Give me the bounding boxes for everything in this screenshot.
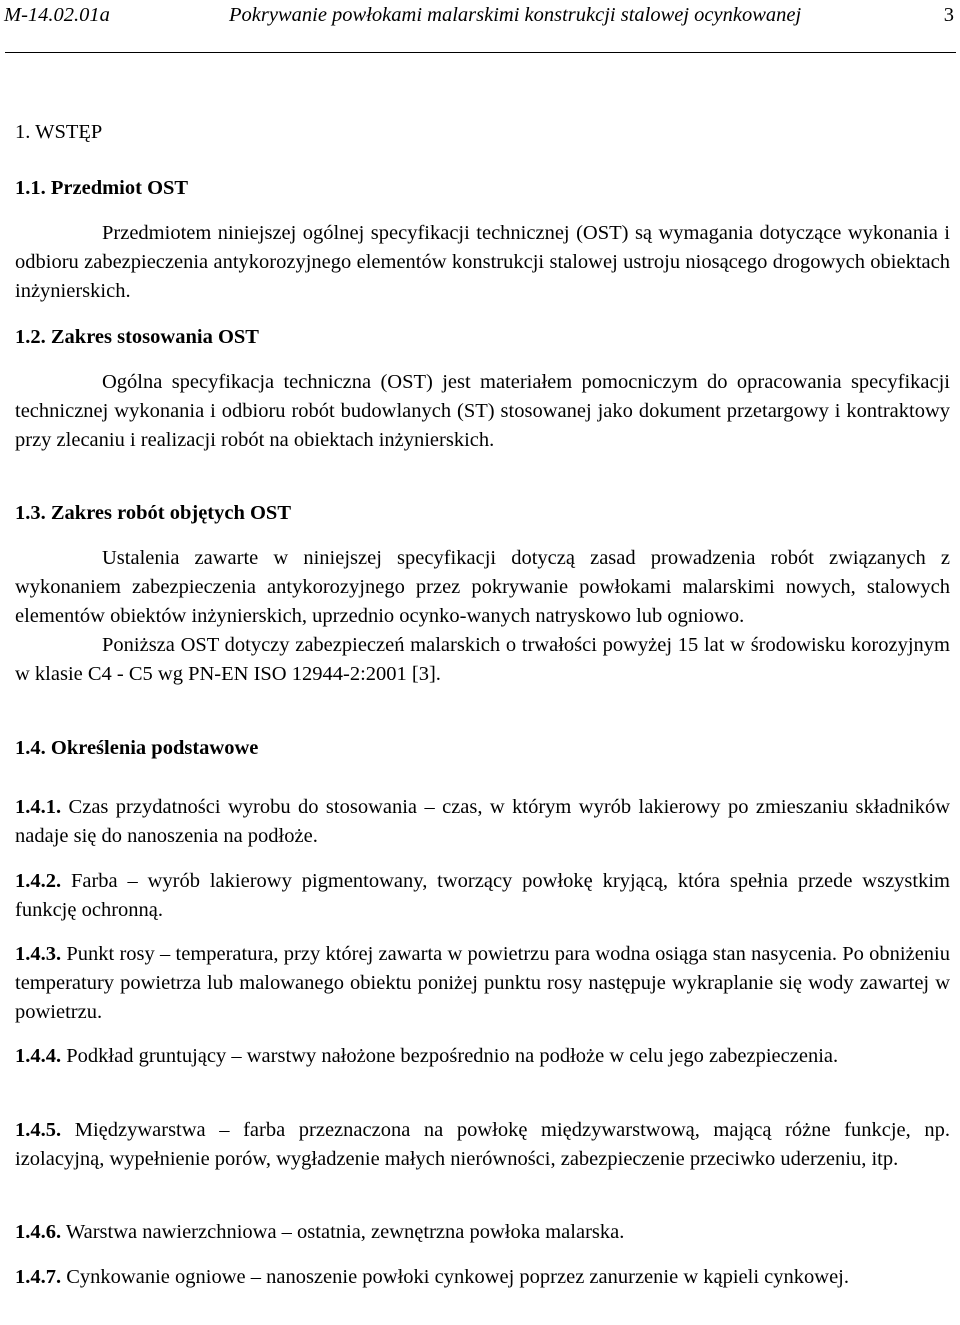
definition-1-4-3 — [15, 940, 950, 1027]
page-header — [4, 0, 954, 56]
definition-text: Czas przydatności wyrobu do stosowania – czas, w którym wyrób lakierowy po zmieszaniu składników nadaje się do nanoszenia na podłoże. — [15, 796, 951, 847]
document-page — [4, 0, 954, 1288]
document-title: Pokrywanie powłokami malarskimi konstrukcji stalowej ocynkowanej — [229, 4, 802, 26]
definition-number: 1.4.3. — [15, 943, 62, 965]
section-heading-1-3: 1.3. Zakres robót objętych OST — [15, 502, 292, 524]
definition-1-4-4 — [15, 1042, 950, 1071]
section-text-1-3-a: Ustalenia zawarte w niniejszej specyfikacji dotyczą zasad prowadzenia robót związanych z wykonaniem zabezpieczenia antykorozyjnego przez pokrywanie powłokami malarskimi nowych, stalowych elementów obiektów inżynierskich, uprzednio ocynko-wanych natryskowo lub ogniowo. — [15, 547, 950, 627]
page-number: 3 — [943, 4, 954, 26]
definition-text: Warstwa nawierzchniowa – ostatnia, zewnętrzna powłoka malarska. — [65, 1221, 625, 1243]
header-divider — [5, 52, 956, 53]
section-text-1-1: Przedmiotem niniejszej ogólnej specyfikacji technicznej (OST) są wymagania dotyczące wykonania i odbioru zabezpieczenia antykorozyjnego elementów konstrukcji stalowej ustroju niosącego drogowych obiektach inżynierskich. — [15, 222, 950, 302]
definition-text: Farba – wyrób lakierowy pigmentowany, tworzący powłokę kryjącą, która spełnia przede wszystkim funkcję ochronną. — [15, 870, 950, 921]
section-1-1 — [15, 174, 950, 306]
section-heading-1-4: 1.4. Określenia podstawowe — [15, 737, 259, 759]
definition-1-4-5 — [15, 1116, 950, 1174]
definition-number: 1.4.2. — [15, 870, 62, 892]
definition-number: 1.4.1. — [15, 796, 62, 818]
definition-text: Międzywarstwa – farba przeznaczona na powłokę międzywarstwową, mającą różne funkcje, np. izolacyjną, wypełnienie porów, wygładzenie małych nierówności, zabezpieczenie przeciwko uderzeniu, itp. — [15, 1119, 950, 1170]
definition-text: Punkt rosy – temperatura, przy której zawarta w powietrzu para wodna osiąga stan nasycenia. Po obniżeniu temperatury powietrza lub malowanego obiektu poniżej punktu rosy następuje wykraplanie się wody zawartej w powietrzu. — [15, 943, 951, 1023]
section-heading-1-2: 1.2. Zakres stosowania OST — [15, 326, 259, 348]
section-text-1-2: Ogólna specyfikacja techniczna (OST) jest materiałem pomocniczym do opracowania specyfikacji technicznej wykonania i odbioru robót budowlanych (ST) stosowanej jako dokument przetargowy i kontraktowy przy zlecaniu i realizacji robót na obiektach inżynierskich. — [15, 371, 950, 451]
document-code: M-14.02.01a — [4, 4, 110, 26]
definition-1-4-6 — [15, 1218, 950, 1247]
definition-1-4-2 — [15, 867, 950, 925]
section-1-2 — [15, 323, 950, 455]
section-1-4 — [15, 734, 950, 763]
section-heading-intro: 1. WSTĘP — [15, 121, 103, 143]
definition-number: 1.4.5. — [15, 1119, 62, 1141]
section-heading-1-1: 1.1. Przedmiot OST — [15, 177, 189, 199]
definition-number: 1.4.6. — [15, 1221, 62, 1243]
definition-number: 1.4.7. — [15, 1266, 62, 1288]
definition-1-4-1 — [15, 793, 950, 851]
section-1-3 — [15, 499, 950, 689]
definition-text: Cynkowanie ogniowe – nanoszenie powłoki cynkowej poprzez zanurzenie w kąpieli cynkowej. — [66, 1266, 849, 1288]
definition-text: Podkład gruntujący – warstwy nałożone bezpośrednio na podłoże w celu jego zabezpieczenia. — [66, 1045, 839, 1067]
definition-1-4-7 — [15, 1263, 950, 1292]
section-text-1-3-b: Poniższa OST dotyczy zabezpieczeń malarskich o trwałości powyżej 15 lat w środowisku korozyjnym w klasie C4 - C5 wg PN-EN ISO 12944-2:2001 [3]. — [15, 634, 950, 685]
definition-number: 1.4.4. — [15, 1045, 62, 1067]
